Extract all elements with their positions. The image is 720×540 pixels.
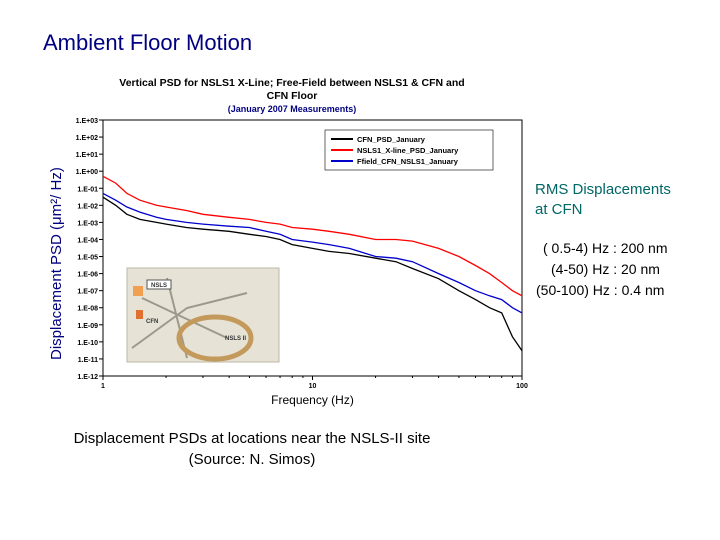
rms-heading-line1: RMS Displacements [535,181,671,198]
rms-row-high: (50-100) Hz : 0.4 nm [536,282,665,298]
caption-line2: (Source: N. Simos) [188,451,316,468]
y-tick-label: 1.E+01 [75,152,98,160]
site-map-nsls-building [133,286,143,296]
inset-label-nsls2: NSLS II [225,336,247,342]
y-tick-label: 1.E-10 [77,339,98,347]
legend-label: CFN_PSD_January [357,135,425,144]
x-tick-label: 10 [308,383,317,390]
inset-label-nsls: NSLS [150,283,168,289]
legend-label: NSLS1_X-line_PSD_January [357,146,459,155]
y-tick-label: 1.E-01 [77,186,98,194]
rms-heading-line2: at CFN [535,201,583,218]
y-tick-label: 1.E-06 [77,271,98,279]
y-tick-label: 1.E-07 [77,288,98,296]
slide-title: Ambient Floor Motion [43,30,253,55]
y-tick-label: 1.E-12 [77,374,98,381]
y-tick-label: 1.E+02 [75,135,98,143]
x-axis-label: Frequency (Hz) [271,393,354,407]
y-tick-label: 1.E-03 [77,220,98,228]
figure-caption [72,428,432,470]
chart-title-line1: Vertical PSD for NSLS1 X-Line; Free-Field between NSLS1 & CFN and [119,77,465,89]
site-map-cfn-building [136,310,143,319]
rms-row-low: ( 0.5-4) Hz : 200 nm [543,240,668,256]
caption-line1: Displacement PSDs at locations near the NSLS-II site [73,430,431,447]
y-tick-label: 1.E+00 [75,169,98,177]
chart-subtitle: (January 2007 Measurements) [227,104,357,114]
x-tick-label: 100 [516,383,528,390]
y-tick-label: 1.E-04 [77,237,98,245]
y-tick-label: 1.E-09 [77,322,98,330]
inset-label-cfn: CFN [146,319,159,325]
y-tick-label: 1.E-02 [77,203,98,211]
y-tick-label: 1.E-05 [77,254,98,262]
site-map-inset [127,268,279,362]
y-tick-label: 1.E+03 [75,118,98,125]
x-tick-label: 1 [101,383,105,390]
psd-chart [47,68,539,408]
y-axis-label: Displacement PSD (μm²/ Hz) [48,167,65,360]
chart-title-line2: CFN Floor [266,90,318,102]
psd-chart-figure [47,68,539,408]
y-tick-label: 1.E-08 [77,305,98,313]
rms-row-mid: (4-50) Hz : 20 nm [551,261,660,277]
y-tick-label: 1.E-11 [77,356,98,364]
legend-label: Ffield_CFN_NSLS1_January [357,157,458,166]
rms-heading [535,180,671,220]
